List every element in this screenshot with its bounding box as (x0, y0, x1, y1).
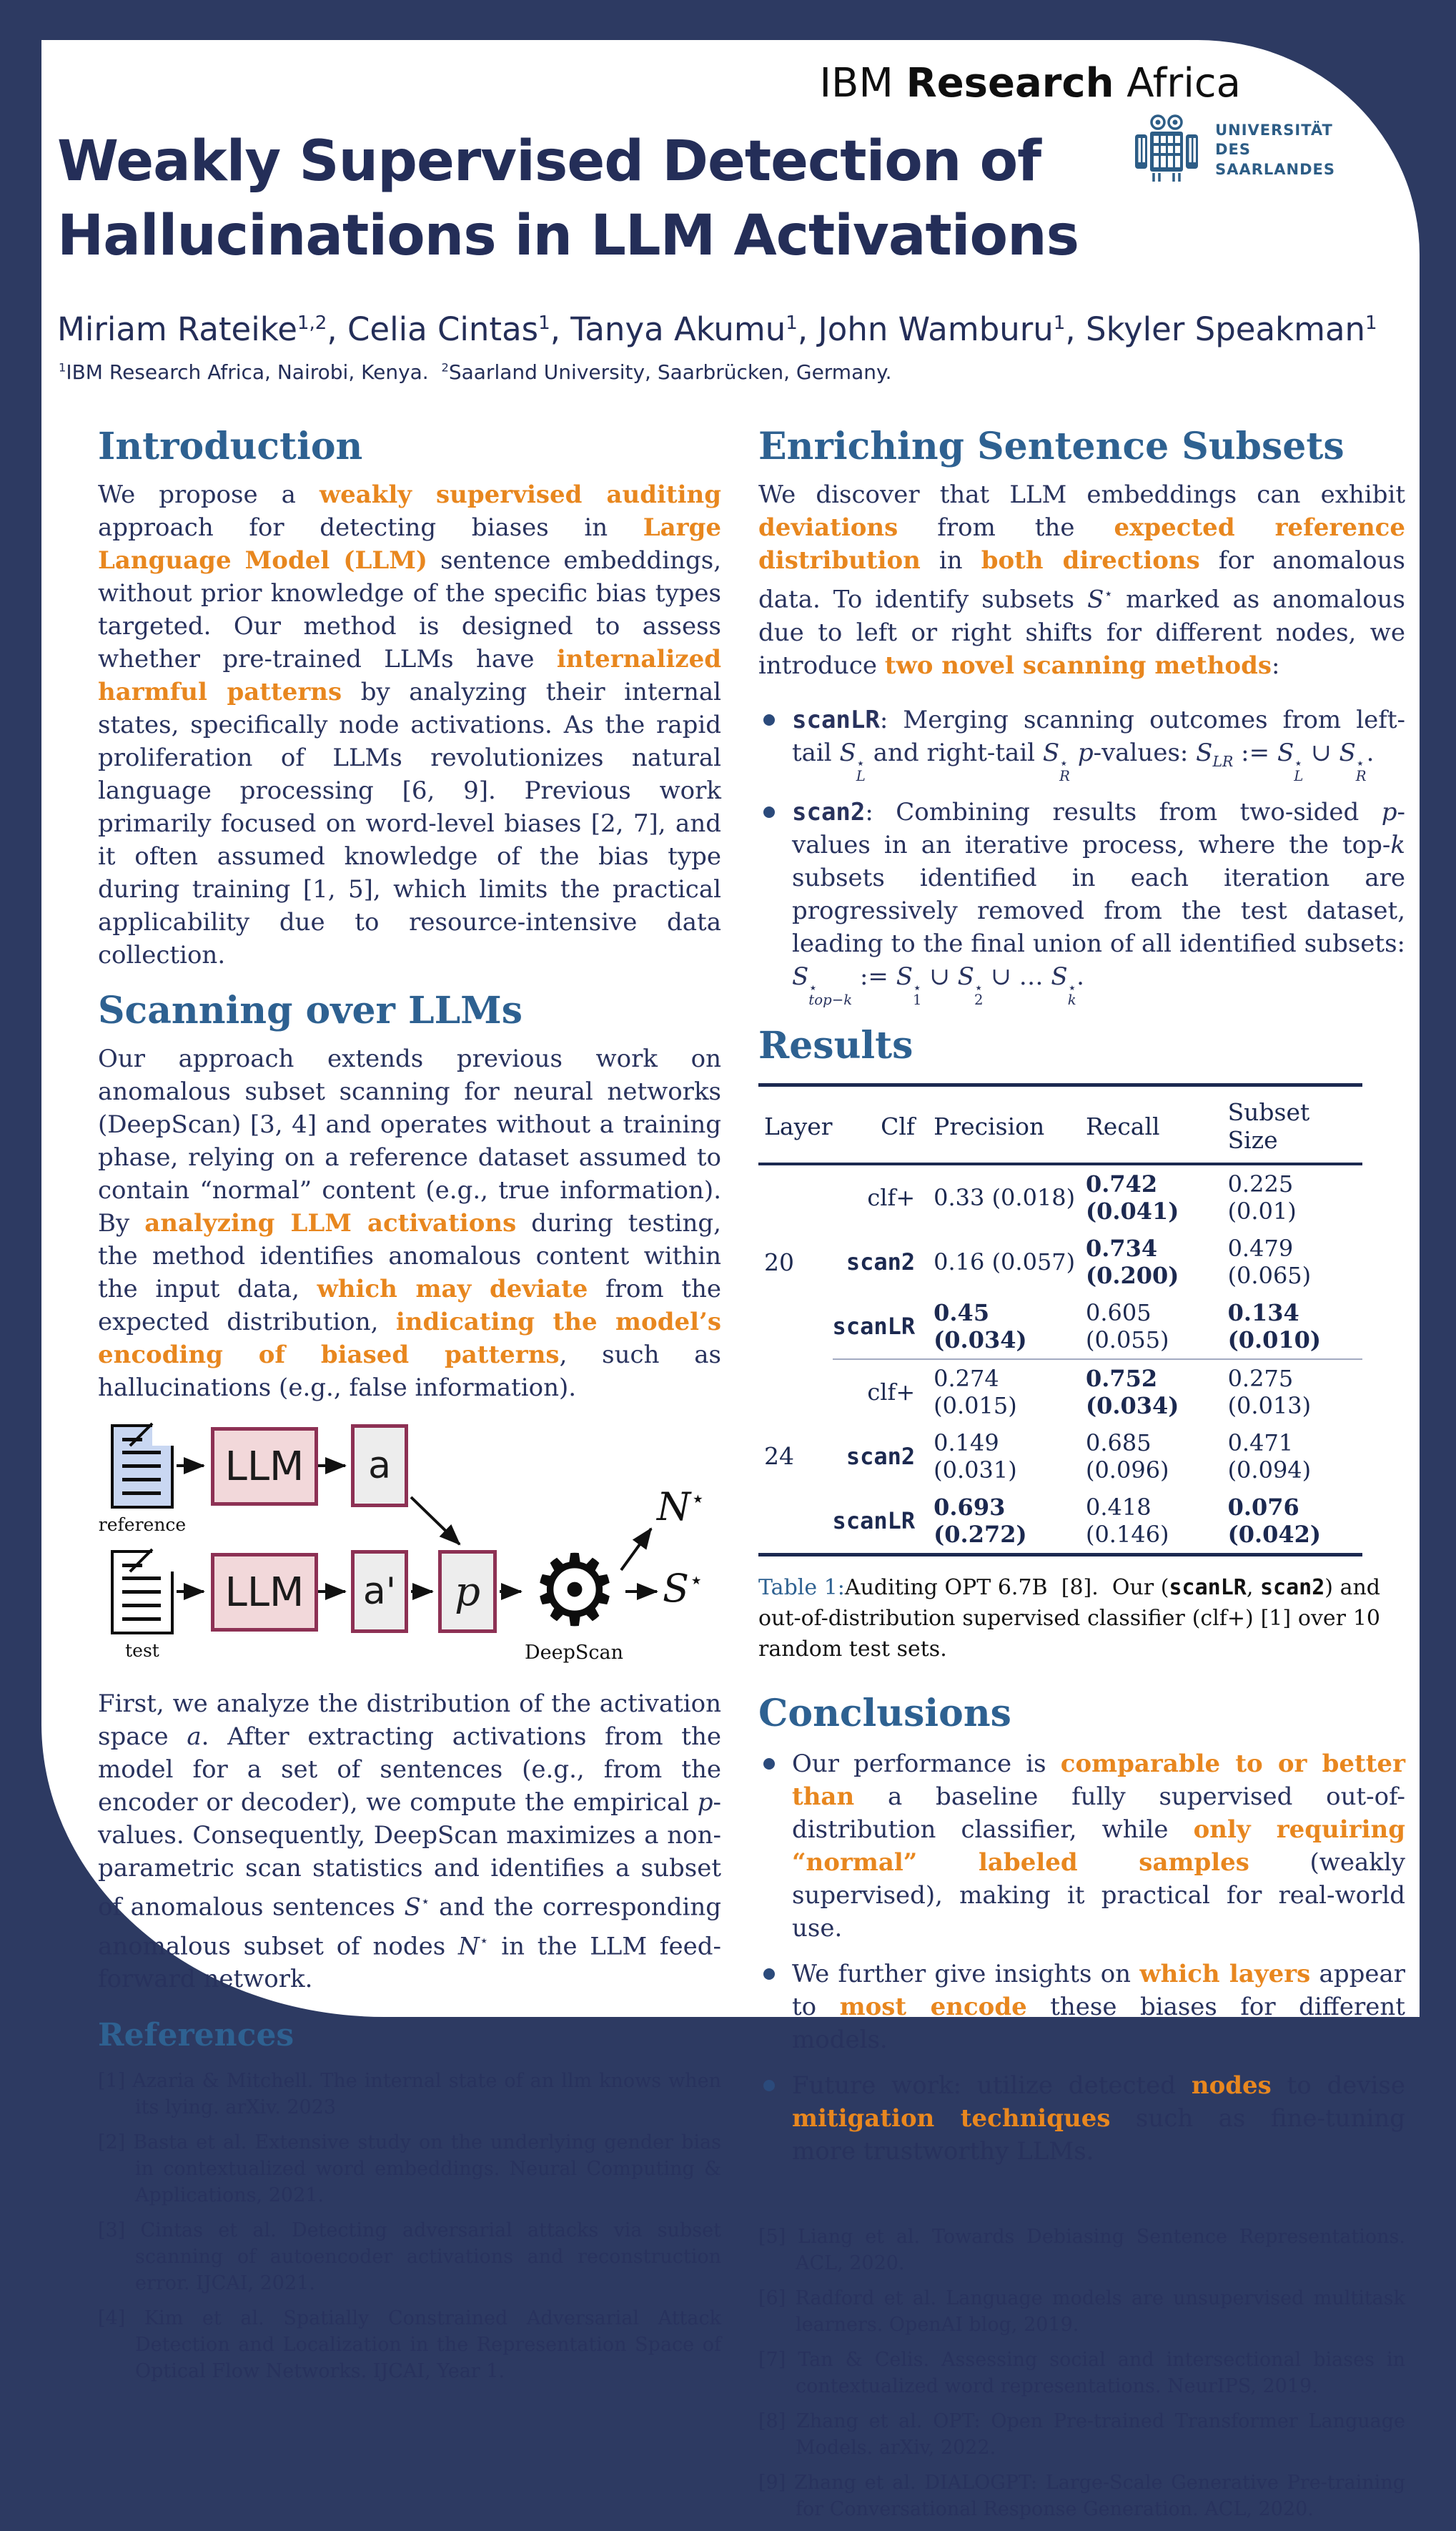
poster-header (41, 40, 1420, 419)
layer-cell: 20 (764, 1248, 794, 1277)
title-line-1: Weakly Supervised Detection of (57, 129, 1041, 194)
brand-africa: Africa (1126, 60, 1241, 107)
n-star-label: N⋆ (657, 1484, 705, 1530)
title-line-2: Hallucinations in LLM Activations (57, 204, 1079, 268)
references-heading-left: References (98, 2017, 294, 2054)
col-header-layer: Layer (758, 1085, 833, 1165)
table-header-row (758, 1085, 1362, 1165)
activation-box-a-prime: a' (351, 1550, 408, 1633)
brand-research: Research (906, 60, 1114, 107)
method-bullet-scanlr: scanLR: Merging scanning outcomes from left-tail S ⋆ L and right-tail S ⋆ R p-values: $S_{LR}$ := S ⋆ L ∪ S ⋆ R . (758, 704, 1405, 783)
deepscan-gear-icon: ⚙ (530, 1533, 619, 1649)
col-header-subset: Subset Size (1219, 1085, 1362, 1165)
content-sheet (41, 40, 1420, 2520)
reference-doc-icon (111, 1424, 174, 1509)
references-right-block (758, 2224, 1405, 2522)
col-header-recall: Recall (1077, 1085, 1219, 1165)
deepscan-label: DeepScan (525, 1642, 623, 1664)
reference-item: [1] Azaria & Mitchell. The internal state of an llm knows when its lying. arXiv. 2023 (98, 2070, 721, 2119)
enriching-paragraph: We discover that LLM embeddings can exhibit deviations from the expected reference distribution in both directions for anomalous data. To identify subsets S⋆ marked as anomalous due to left or right shifts for different nodes, we introduce two novel scanning methods: (758, 480, 1406, 680)
section-introduction-heading: Introduction (98, 425, 363, 468)
ibm-research-africa-wordmark (820, 60, 1241, 107)
llm-box-test: LLM (211, 1553, 318, 1632)
saarland-university-logo (1129, 113, 1335, 187)
reference-item: [5] Liang et al. Towards Debiasing Sentence Representations. ACL, 2020. (758, 2225, 1405, 2274)
table-row: 20 clf+ 0.33 (0.018) 0.742 (0.041) 0.225 (0.01) (758, 1164, 1362, 1230)
activation-box-a: a (351, 1424, 408, 1507)
reference-item: [3] Cintas et al. Detecting adversarial attacks via subset scanning of autoencoder activations and reconstruction error. IJCAI, 2021. (98, 2219, 721, 2295)
table-row: scan2 0.149 (0.031) 0.685 (0.096) 0.471 (0.094) (846, 1429, 1312, 1484)
poster-columns (41, 418, 1420, 2531)
table-group-layer-24 (758, 1359, 1362, 1555)
brand-ibm: IBM (819, 60, 893, 107)
reference-doc-label: reference (98, 1514, 187, 1536)
reference-item: [9] Zhang et al. DIALOGPT: Large-Scale Generative Pre-training for Conversational Response Generation. ACL, 2020. (758, 2471, 1405, 2520)
saarland-logo-text: UNIVERSITÄT DES SAARLANDES (1215, 122, 1335, 178)
test-doc-icon (111, 1550, 174, 1634)
s-star-label: S⋆ (663, 1566, 704, 1612)
section-results-heading: Results (758, 1024, 913, 1068)
reference-item: [7] Tan & Celis. Assessing social and intersectional biases in contextualized word representations. NeurIPS, 2019. (758, 2348, 1405, 2397)
conclusion-item: We further give insights on which layers appear to most encode these biases for different models. (758, 1958, 1405, 2056)
section-enriching-heading: Enriching Sentence Subsets (758, 425, 1344, 468)
pvalue-box: p (438, 1550, 497, 1633)
analysis-paragraph: First, we analyze the distribution of the activation space a. After extracting activations from the model for a set of sentences (e.g., from the encoder or decoder), we compute the empirical p-values. Consequently, DeepScan maximizes a non-parametric scan statistics and identifies a subset of anomalous sentences S⋆ and the corresponding anomalous subset of nodes N⋆ in the LLM feed-forward network. (98, 1689, 722, 1994)
llm-box-reference: LLM (211, 1427, 318, 1506)
conclusion-item: Our performance is comparable to or better than a baseline fully supervised out-of-distribution classifier, while only requiring “normal” labeled samples (weakly supervised), making it practical for real-world use. (758, 1747, 1405, 1945)
section-scanning-heading: Scanning over LLMs (98, 989, 523, 1033)
col-header-precision: Precision (925, 1085, 1077, 1165)
pipeline-diagram (98, 1424, 717, 1674)
method-bullet-list (758, 704, 1405, 1007)
authors-line: Miriam Rateike$^{1,2}$, Celia Cintas$^1$, Tanya Akumu$^1$, John Wamburu$^1$, Skyler Speakman$^1$ (57, 310, 1377, 348)
introduction-paragraph: We propose a weakly supervised auditing approach for detecting biases in Large Language Model (LLM) sentence embeddings, without prior knowledge of the specific bias types targeted. Our method is designed to assess whether pre-trained LLMs have internalized harmful patterns by analyzing their internal states, specifically node activations. As the rapid proliferation of LLMs revolutionizes natural language processing [6, 9]. Previous work primarily focused on word-level biases [2, 7], and it often assumed knowledge of the bias type during training [1, 5], which limits the practical applicability due to resource-intensive data collection. (98, 480, 722, 970)
col-header-clf: Clf (833, 1085, 926, 1165)
table-row: scan2 0.16 (0.057) 0.734 (0.200) 0.479 (0.065) (846, 1235, 1312, 1290)
results-table (758, 1083, 1362, 1556)
saarland-owl-icon (1129, 113, 1204, 187)
affiliation-line: $^1$IBM Research Africa, Nairobi, Kenya. $^2$Saarland University, Saarbrücken, Germany. (59, 360, 892, 384)
reference-item: [6] Radford et al. Language models are unsupervised multitask learners. OpenAI blog, 2019. (758, 2286, 1405, 2336)
table-caption: Table 1:Auditing OPT 6.7B [8]. Our (scanLR, scan2) and out-of-distribution supervised classifier (clf+) [1] over 10 random test sets. (758, 1575, 1380, 1662)
right-column (758, 418, 1405, 2531)
left-column (98, 418, 721, 2531)
method-bullet-scan2: scan2: Combining results from two-sided p-values in an iterative process, where the top-k subsets identified in each iteration are progressively removed from the test dataset, leading to the final union of all identified subsets: S ⋆ top−k := S ⋆ 1 ∪ S ⋆ 2 ∪ … S ⋆ k . (758, 796, 1405, 1007)
scanning-paragraph: Our approach extends previous work on anomalous subset scanning for neural networks (DeepScan) [3, 4] and operates without a training phase, relying on a reference dataset assumed to contain “normal” content (e.g., true information). By analyzing LLM activations during testing, the method identifies anomalous content within the input data, which may deviate from the expected distribution, indicating the model’s encoding of biased patterns, such as hallucinations (e.g., false information). (98, 1045, 721, 1403)
reference-item: [8] Zhang et al. OPT: Open Pre-trained Transformer Language Models. arXiv, 2022. (758, 2409, 1405, 2459)
table-row: 24 clf+ 0.274 (0.015) 0.752 (0.034) 0.275 (0.013) (758, 1359, 1362, 1424)
conclusions-list (758, 1747, 1405, 2168)
reference-item: [4] Kim et al. Spatially Constrained Adversarial Attack Detection and Localization in the Representation Space of Optical Flow Networks. IJCAI, Year 1. (98, 2307, 721, 2383)
layer-cell: 24 (764, 1442, 794, 1471)
reference-item: [2] Basta et al. Extensive study on the underlying gender bias in contextualized word embeddings. Neural Computing & Applications, 2021. (98, 2131, 721, 2207)
table-row: scanLR 0.693 (0.272) 0.418 (0.146) 0.076 (0.042) (832, 1494, 1322, 1549)
diagram-arrows (102, 1424, 717, 1674)
test-doc-label: test (125, 1640, 159, 1662)
conclusion-item: Future work: utilize detected nodes to devise mitigation techniques such as fine-tuning more trustworthy LLMs. (758, 2069, 1405, 2168)
section-conclusions-heading: Conclusions (758, 1692, 1011, 1736)
table-group-layer-20 (758, 1164, 1362, 1359)
poster-title (57, 124, 1079, 273)
table-row: scanLR 0.45 (0.034) 0.605 (0.055) 0.134 (0.010) (758, 1294, 1362, 1359)
